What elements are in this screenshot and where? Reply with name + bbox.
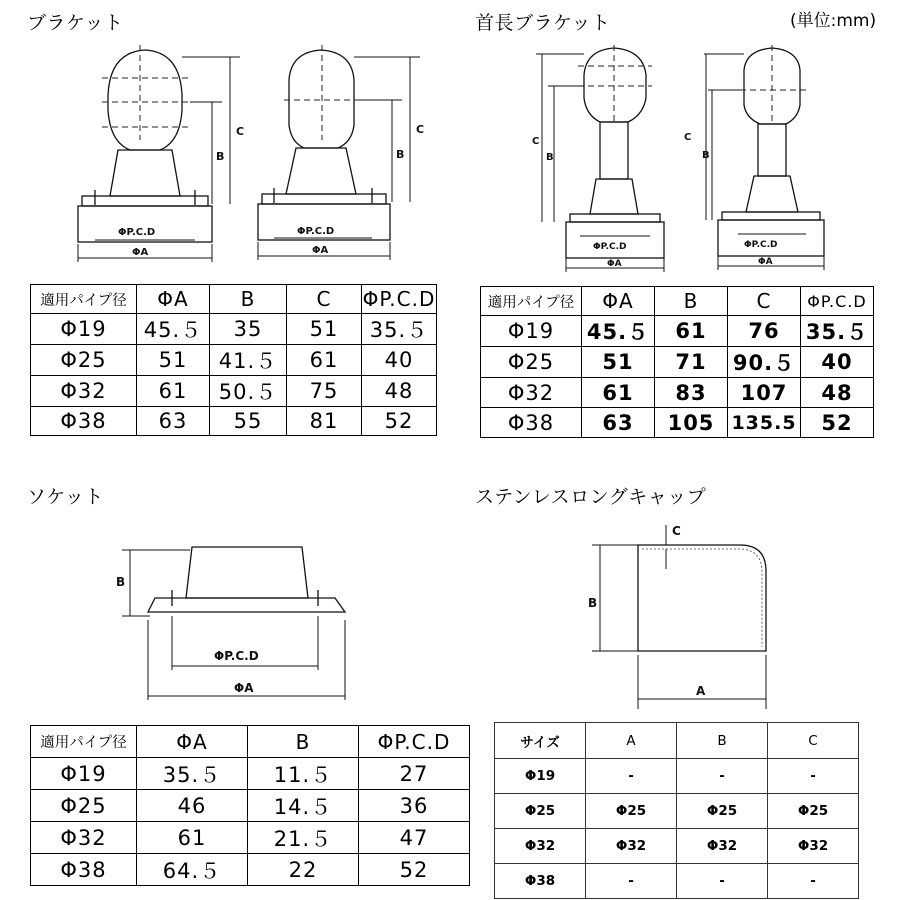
bracket-drawing xyxy=(0,0,450,280)
table-header: 適用パイプ径 xyxy=(31,285,137,314)
table-header: ΦA xyxy=(137,726,248,758)
dim-label-b: B xyxy=(116,575,126,589)
table-cell: Φ32 xyxy=(31,822,137,854)
neck-shape xyxy=(600,122,628,179)
table-cell: Φ19 xyxy=(495,759,586,794)
table-cell: 135.5 xyxy=(728,408,801,438)
table-row xyxy=(31,345,437,376)
table-header: B xyxy=(248,726,359,758)
table-cell: 61 xyxy=(582,378,655,408)
dim-label-pcd: ΦP.C.D xyxy=(593,242,627,252)
table-cell: Φ32 xyxy=(586,829,677,864)
table-cell: Φ25 xyxy=(481,347,582,378)
table-cell: Φ25 xyxy=(31,790,137,822)
table-row xyxy=(481,408,874,438)
table-cell: Φ38 xyxy=(481,408,582,438)
dim-label-a: ΦA xyxy=(312,245,329,256)
table-cell: Φ38 xyxy=(495,864,586,899)
table-header: C xyxy=(287,285,362,314)
table-cell: 46 xyxy=(137,790,248,822)
dim-label-c: C xyxy=(684,132,692,143)
table-cell: Φ19 xyxy=(31,314,137,345)
table-cell: Φ32 xyxy=(31,376,137,407)
table-cell: Φ25 xyxy=(677,794,768,829)
table-cell: 51 xyxy=(582,347,655,378)
table-cell: Φ19 xyxy=(481,316,582,347)
table-header: ΦA xyxy=(582,287,655,316)
cap-drawing xyxy=(450,515,900,710)
table-cell: 35 xyxy=(210,314,287,345)
table-cell: Φ32 xyxy=(495,829,586,864)
table-cell: 47 xyxy=(359,822,470,854)
table-header: ΦP.C.D xyxy=(359,726,470,758)
table-header: B xyxy=(210,285,287,314)
table-row xyxy=(495,794,859,829)
table-cell: 52 xyxy=(801,408,874,438)
table-cell: 52 xyxy=(359,854,470,886)
collar-shape xyxy=(746,176,798,212)
dim-label-pcd: ΦP.C.D xyxy=(118,227,156,238)
table-cell: Φ32 xyxy=(768,829,859,864)
collar-shape xyxy=(590,179,638,214)
table-cell: Φ25 xyxy=(31,345,137,376)
table-cell: 40 xyxy=(801,347,874,378)
table-cell: Φ25 xyxy=(495,794,586,829)
table-cell: 11.５ xyxy=(248,758,359,790)
table-cell: 64.５ xyxy=(137,854,248,886)
long-bracket-spec-table xyxy=(480,286,874,438)
table-cell: Φ38 xyxy=(31,407,137,436)
unit-note: (単位:mm) xyxy=(790,11,877,31)
flange-shape xyxy=(82,196,208,206)
socket-title: ソケット xyxy=(27,486,104,508)
table-header: 適用パイプ径 xyxy=(31,726,137,758)
table-header: ΦA xyxy=(137,285,210,314)
table-cell: 90.５ xyxy=(728,347,801,378)
table-header: ΦP.C.D xyxy=(801,287,874,316)
socket-drawing xyxy=(0,520,450,710)
table-row xyxy=(31,314,437,345)
table-row xyxy=(495,864,859,899)
long-bracket-drawing xyxy=(450,0,900,280)
table-row xyxy=(481,347,874,378)
table-cell: 21.５ xyxy=(248,822,359,854)
dim-label-a: ΦA xyxy=(607,259,622,269)
dim-label-pcd: ΦP.C.D xyxy=(297,226,335,237)
cap-outline-shape xyxy=(638,545,766,651)
table-cell: 48 xyxy=(801,378,874,408)
table-cell: 41.５ xyxy=(210,345,287,376)
dim-label-b: B xyxy=(546,152,554,163)
table-cell: - xyxy=(677,759,768,794)
table-cell: 40 xyxy=(362,345,437,376)
dim-label-pcd: ΦP.C.D xyxy=(214,649,259,663)
table-cell: 63 xyxy=(137,407,210,436)
dim-label-c: C xyxy=(672,524,681,538)
table-cell: - xyxy=(586,759,677,794)
table-cell: 55 xyxy=(210,407,287,436)
table-cell: 105 xyxy=(655,408,728,438)
table-cell: Φ19 xyxy=(31,758,137,790)
socket-spec-table xyxy=(30,725,470,886)
table-cell: 51 xyxy=(287,314,362,345)
table-row xyxy=(495,759,859,794)
dim-label-c: C xyxy=(532,136,540,147)
table-cell: 35.５ xyxy=(801,316,874,347)
dim-label-b: B xyxy=(216,150,225,163)
table-cell: Φ38 xyxy=(31,854,137,886)
table-cell: 50.５ xyxy=(210,376,287,407)
bracket-title: ブラケット xyxy=(27,12,124,34)
table-row xyxy=(31,854,470,886)
table-cell: 61 xyxy=(287,345,362,376)
table-header: ΦP.C.D xyxy=(362,285,437,314)
table-cell: 81 xyxy=(287,407,362,436)
dim-label-c: C xyxy=(416,123,425,136)
table-header: C xyxy=(768,723,859,759)
dim-label-c: C xyxy=(236,125,245,138)
table-cell: 45.５ xyxy=(582,316,655,347)
table-cell: Φ32 xyxy=(677,829,768,864)
table-cell: - xyxy=(768,759,859,794)
dim-label-a: ΦA xyxy=(132,247,149,258)
table-cell: 61 xyxy=(137,822,248,854)
table-header: A xyxy=(586,723,677,759)
table-cell: 35.５ xyxy=(362,314,437,345)
table-cell: 52 xyxy=(362,407,437,436)
base-plate-shape xyxy=(718,220,824,256)
flange-shape xyxy=(570,214,660,222)
table-cell: Φ25 xyxy=(768,794,859,829)
table-cell: 35.５ xyxy=(137,758,248,790)
table-cell: - xyxy=(768,864,859,899)
table-header: サイズ xyxy=(495,723,586,759)
table-row xyxy=(31,790,470,822)
table-cell: 48 xyxy=(362,376,437,407)
table-cell: 71 xyxy=(655,347,728,378)
table-row xyxy=(481,316,874,347)
dim-label-b: B xyxy=(396,148,405,161)
table-header: C xyxy=(728,287,801,316)
table-cell: 61 xyxy=(137,376,210,407)
base-plate-shape xyxy=(566,222,664,258)
ball-shape xyxy=(108,50,182,150)
table-row xyxy=(31,407,437,436)
ball-shape xyxy=(584,48,646,122)
neck-shape xyxy=(758,124,786,176)
table-row xyxy=(481,378,874,408)
cap-title: ステンレスロングキャップ xyxy=(475,486,707,508)
table-cell: - xyxy=(677,864,768,899)
table-cell: 83 xyxy=(655,378,728,408)
neck-shape xyxy=(110,150,180,196)
dim-label-b: B xyxy=(588,596,598,610)
table-cell: Φ25 xyxy=(586,794,677,829)
table-cell: 27 xyxy=(359,758,470,790)
dim-label-a: A xyxy=(696,684,706,698)
table-row xyxy=(31,376,437,407)
table-cell: 75 xyxy=(287,376,362,407)
table-cell: 107 xyxy=(728,378,801,408)
table-header: 適用パイプ径 xyxy=(481,287,582,316)
socket-body-shape xyxy=(186,547,308,598)
table-cell: 22 xyxy=(248,854,359,886)
bracket-spec-table xyxy=(30,284,437,436)
table-header: B xyxy=(677,723,768,759)
table-cell: 45.５ xyxy=(137,314,210,345)
socket-flange-shape xyxy=(148,598,345,612)
flange-shape xyxy=(722,212,820,220)
dim-label-a: ΦA xyxy=(758,257,773,267)
table-cell: 51 xyxy=(137,345,210,376)
table-cell: 63 xyxy=(582,408,655,438)
table-row xyxy=(495,829,859,864)
long-bracket-title: 首長ブラケット xyxy=(475,12,611,34)
table-row xyxy=(31,822,470,854)
table-cell: - xyxy=(586,864,677,899)
dim-label-b: B xyxy=(702,150,710,161)
flange-shape xyxy=(262,194,386,204)
dim-label-pcd: ΦP.C.D xyxy=(744,240,778,250)
table-cell: 76 xyxy=(728,316,801,347)
dim-label-a: ΦA xyxy=(234,681,254,695)
table-row xyxy=(31,758,470,790)
table-cell: 61 xyxy=(655,316,728,347)
table-cell: Φ32 xyxy=(481,378,582,408)
table-cell: 14.５ xyxy=(248,790,359,822)
cap-spec-table xyxy=(494,722,859,899)
table-cell: 36 xyxy=(359,790,470,822)
neck-shape xyxy=(286,148,356,194)
table-header: B xyxy=(655,287,728,316)
